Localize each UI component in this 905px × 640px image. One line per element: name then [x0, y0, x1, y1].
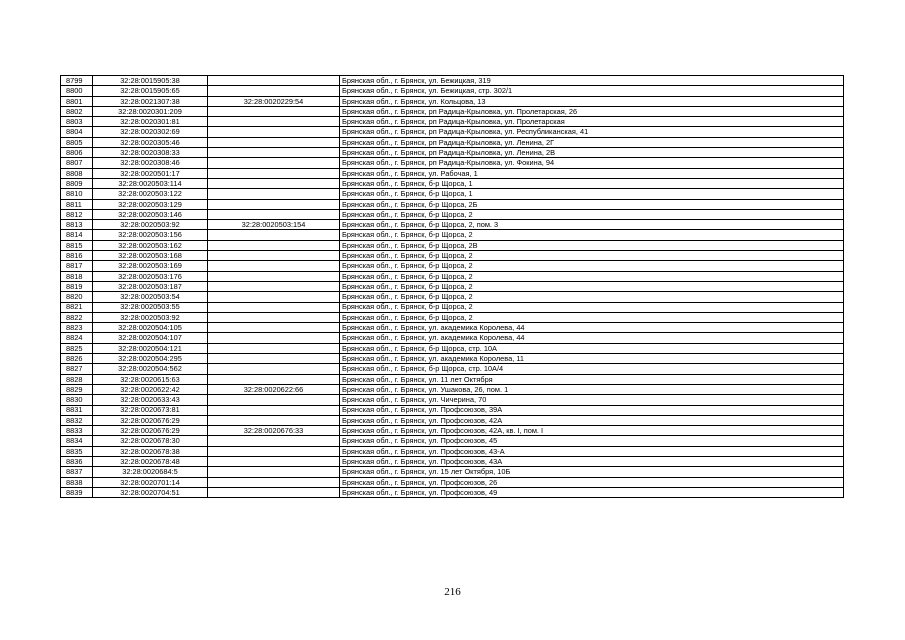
row-number-cell: 8812 [61, 209, 93, 219]
address-cell: Брянская обл., г. Брянск, б-р Щорса, 2 [340, 261, 844, 271]
address-cell: Брянская обл., г. Брянск, рп Радица-Крыловка, ул. Пролетарская [340, 117, 844, 127]
related-cadastral-number-cell [208, 76, 340, 86]
cadastral-number-cell: 32:28:0020701:14 [93, 477, 208, 487]
related-cadastral-number-cell [208, 148, 340, 158]
cadastral-number-cell: 32:28:0015905:65 [93, 86, 208, 96]
row-number-cell: 8817 [61, 261, 93, 271]
address-cell: Брянская обл., г. Брянск, б-р Щорса, 2 [340, 281, 844, 291]
cadastral-number-cell: 32:28:0020503:55 [93, 302, 208, 312]
row-number-cell: 8816 [61, 251, 93, 261]
row-number-cell: 8808 [61, 168, 93, 178]
address-cell: Брянская обл., г. Брянск, б-р Щорса, 2Б [340, 199, 844, 209]
cadastral-number-cell: 32:28:0020633:43 [93, 395, 208, 405]
address-cell: Брянская обл., г. Брянск, ул. Профсоюзов, 43-А [340, 446, 844, 456]
cadastral-number-cell: 32:28:0020503:176 [93, 271, 208, 281]
table-row [61, 199, 844, 209]
related-cadastral-number-cell [208, 364, 340, 374]
table-row [61, 395, 844, 405]
cadastral-number-cell: 32:28:0020504:107 [93, 333, 208, 343]
related-cadastral-number-cell [208, 230, 340, 240]
row-number-cell: 8827 [61, 364, 93, 374]
address-cell: Брянская обл., г. Брянск, ул. академика Королева, 44 [340, 323, 844, 333]
row-number-cell: 8830 [61, 395, 93, 405]
related-cadastral-number-cell [208, 209, 340, 219]
table-row [61, 323, 844, 333]
row-number-cell: 8799 [61, 76, 93, 86]
row-number-cell: 8825 [61, 343, 93, 353]
related-cadastral-number-cell [208, 261, 340, 271]
address-cell: Брянская обл., г. Брянск, ул. академика Королева, 44 [340, 333, 844, 343]
row-number-cell: 8820 [61, 292, 93, 302]
cadastral-number-cell: 32:28:0020684:5 [93, 467, 208, 477]
row-number-cell: 8806 [61, 148, 93, 158]
table-row [61, 76, 844, 86]
related-cadastral-number-cell [208, 323, 340, 333]
related-cadastral-number-cell [208, 405, 340, 415]
row-number-cell: 8800 [61, 86, 93, 96]
row-number-cell: 8809 [61, 178, 93, 188]
row-number-cell: 8802 [61, 106, 93, 116]
related-cadastral-number-cell [208, 281, 340, 291]
related-cadastral-number-cell [208, 251, 340, 261]
row-number-cell: 8834 [61, 436, 93, 446]
address-cell: Брянская обл., г. Брянск, б-р Щорса, 2 [340, 271, 844, 281]
cadastral-number-cell: 32:28:0015905:38 [93, 76, 208, 86]
cadastral-number-cell: 32:28:0021307:38 [93, 96, 208, 106]
related-cadastral-number-cell [208, 240, 340, 250]
related-cadastral-number-cell [208, 343, 340, 353]
row-number-cell: 8824 [61, 333, 93, 343]
row-number-cell: 8804 [61, 127, 93, 137]
cadastral-number-cell: 32:28:0020503:92 [93, 220, 208, 230]
related-cadastral-number-cell [208, 374, 340, 384]
address-cell: Брянская обл., г. Брянск, б-р Щорса, 2, пом. 3 [340, 220, 844, 230]
cadastral-number-cell: 32:28:0020503:54 [93, 292, 208, 302]
related-cadastral-number-cell [208, 467, 340, 477]
related-cadastral-number-cell [208, 446, 340, 456]
page-number: 216 [444, 586, 461, 598]
related-cadastral-number-cell: 32:28:0020676:33 [208, 426, 340, 436]
cadastral-number-cell: 32:28:0020301:209 [93, 106, 208, 116]
related-cadastral-number-cell [208, 333, 340, 343]
row-number-cell: 8823 [61, 323, 93, 333]
cadastral-number-cell: 32:28:0020503:122 [93, 189, 208, 199]
cadastral-number-cell: 32:28:0020503:114 [93, 178, 208, 188]
table-row [61, 312, 844, 322]
address-cell: Брянская обл., г. Брянск, б-р Щорса, 2 [340, 209, 844, 219]
cadastral-number-cell: 32:28:0020308:33 [93, 148, 208, 158]
related-cadastral-number-cell [208, 436, 340, 446]
related-cadastral-number-cell [208, 117, 340, 127]
cadastral-number-cell: 32:28:0020305:46 [93, 137, 208, 147]
table-row [61, 333, 844, 343]
table-row [61, 467, 844, 477]
table-row [61, 374, 844, 384]
address-cell: Брянская обл., г. Брянск, ул. 15 лет Октября, 10Б [340, 467, 844, 477]
address-cell: Брянская обл., г. Брянск, рп Радица-Крыловка, ул. Республиканская, 41 [340, 127, 844, 137]
address-cell: Брянская обл., г. Брянск, ул. Бежицкая, стр. 302/1 [340, 86, 844, 96]
row-number-cell: 8801 [61, 96, 93, 106]
table-row [61, 436, 844, 446]
table-row [61, 456, 844, 466]
related-cadastral-number-cell [208, 158, 340, 168]
address-cell: Брянская обл., г. Брянск, ул. Профсоюзов, 45 [340, 436, 844, 446]
address-cell: Брянская обл., г. Брянск, ул. Бежицкая, 319 [340, 76, 844, 86]
table-row [61, 230, 844, 240]
table-row [61, 261, 844, 271]
related-cadastral-number-cell [208, 189, 340, 199]
table-row [61, 302, 844, 312]
table-row [61, 415, 844, 425]
cadastral-number-cell: 32:28:0020504:295 [93, 354, 208, 364]
related-cadastral-number-cell: 32:28:0020229:54 [208, 96, 340, 106]
table-row [61, 281, 844, 291]
cadastral-number-cell: 32:28:0020678:38 [93, 446, 208, 456]
related-cadastral-number-cell [208, 415, 340, 425]
cadastral-number-cell: 32:28:0020678:48 [93, 456, 208, 466]
address-cell: Брянская обл., г. Брянск, б-р Щорса, стр. 10А [340, 343, 844, 353]
table-row [61, 271, 844, 281]
row-number-cell: 8835 [61, 446, 93, 456]
related-cadastral-number-cell [208, 487, 340, 497]
cadastral-number-cell: 32:28:0020503:129 [93, 199, 208, 209]
table-row [61, 148, 844, 158]
cadastral-number-cell: 32:28:0020503:146 [93, 209, 208, 219]
related-cadastral-number-cell [208, 86, 340, 96]
address-cell: Брянская обл., г. Брянск, ул. Кольцова, 13 [340, 96, 844, 106]
row-number-cell: 8836 [61, 456, 93, 466]
row-number-cell: 8811 [61, 199, 93, 209]
address-cell: Брянская обл., г. Брянск, ул. Профсоюзов, 43А [340, 456, 844, 466]
row-number-cell: 8805 [61, 137, 93, 147]
table-row [61, 487, 844, 497]
address-cell: Брянская обл., г. Брянск, б-р Щорса, 2 [340, 292, 844, 302]
address-cell: Брянская обл., г. Брянск, б-р Щорса, 1 [340, 189, 844, 199]
address-cell: Брянская обл., г. Брянск, рп Радица-Крыловка, ул. Фокина, 94 [340, 158, 844, 168]
cadastral-number-cell: 32:28:0020503:162 [93, 240, 208, 250]
table-row [61, 158, 844, 168]
address-cell: Брянская обл., г. Брянск, ул. Профсоюзов, 42А [340, 415, 844, 425]
related-cadastral-number-cell [208, 302, 340, 312]
cadastral-number-cell: 32:28:0020503:156 [93, 230, 208, 240]
table-row [61, 240, 844, 250]
related-cadastral-number-cell [208, 312, 340, 322]
row-number-cell: 8818 [61, 271, 93, 281]
cadastral-number-cell: 32:28:0020504:562 [93, 364, 208, 374]
row-number-cell: 8837 [61, 467, 93, 477]
row-number-cell: 8831 [61, 405, 93, 415]
table-row [61, 96, 844, 106]
row-number-cell: 8810 [61, 189, 93, 199]
address-cell: Брянская обл., г. Брянск, ул. 11 лет Октября [340, 374, 844, 384]
cadastral-number-cell: 32:28:0020704:51 [93, 487, 208, 497]
address-cell: Брянская обл., г. Брянск, б-р Щорса, 2 [340, 312, 844, 322]
related-cadastral-number-cell [208, 292, 340, 302]
table-row [61, 251, 844, 261]
related-cadastral-number-cell [208, 106, 340, 116]
table-body [61, 76, 844, 498]
table-row [61, 127, 844, 137]
row-number-cell: 8807 [61, 158, 93, 168]
row-number-cell: 8814 [61, 230, 93, 240]
table-row [61, 364, 844, 374]
table-row [61, 178, 844, 188]
table-row [61, 477, 844, 487]
cadastral-number-cell: 32:28:0020676:29 [93, 426, 208, 436]
address-cell: Брянская обл., г. Брянск, б-р Щорса, 2В [340, 240, 844, 250]
address-cell: Брянская обл., г. Брянск, ул. Ушакова, 26, пом. 1 [340, 384, 844, 394]
table-row [61, 117, 844, 127]
table-row [61, 405, 844, 415]
related-cadastral-number-cell [208, 477, 340, 487]
row-number-cell: 8833 [61, 426, 93, 436]
row-number-cell: 8813 [61, 220, 93, 230]
address-cell: Брянская обл., г. Брянск, ул. академика Королева, 11 [340, 354, 844, 364]
row-number-cell: 8828 [61, 374, 93, 384]
address-cell: Брянская обл., г. Брянск, ул. Рабочая, 1 [340, 168, 844, 178]
table-row [61, 426, 844, 436]
related-cadastral-number-cell [208, 168, 340, 178]
related-cadastral-number-cell [208, 354, 340, 364]
address-cell: Брянская обл., г. Брянск, б-р Щорса, 2 [340, 302, 844, 312]
table-row [61, 343, 844, 353]
related-cadastral-number-cell [208, 456, 340, 466]
table-row [61, 137, 844, 147]
address-cell: Брянская обл., г. Брянск, рп Радица-Крыловка, ул. Пролетарская, 26 [340, 106, 844, 116]
related-cadastral-number-cell [208, 127, 340, 137]
table-row [61, 220, 844, 230]
related-cadastral-number-cell [208, 271, 340, 281]
cadastral-number-cell: 32:28:0020503:92 [93, 312, 208, 322]
cadastral-number-cell: 32:28:0020308:46 [93, 158, 208, 168]
address-cell: Брянская обл., г. Брянск, б-р Щорса, 1 [340, 178, 844, 188]
cadastral-number-cell: 32:28:0020504:121 [93, 343, 208, 353]
cadastral-number-cell: 32:28:0020676:29 [93, 415, 208, 425]
address-cell: Брянская обл., г. Брянск, рп Радица-Крыловка, ул. Ленина, 2Г [340, 137, 844, 147]
table-row [61, 209, 844, 219]
cadastral-number-cell: 32:28:0020615:63 [93, 374, 208, 384]
row-number-cell: 8803 [61, 117, 93, 127]
row-number-cell: 8822 [61, 312, 93, 322]
cadastral-number-cell: 32:28:0020503:169 [93, 261, 208, 271]
address-cell: Брянская обл., г. Брянск, б-р Щорса, стр. 10А/4 [340, 364, 844, 374]
row-number-cell: 8826 [61, 354, 93, 364]
row-number-cell: 8821 [61, 302, 93, 312]
address-cell: Брянская обл., г. Брянск, б-р Щорса, 2 [340, 230, 844, 240]
row-number-cell: 8819 [61, 281, 93, 291]
table-row [61, 168, 844, 178]
cadastral-number-cell: 32:28:0020503:187 [93, 281, 208, 291]
address-cell: Брянская обл., г. Брянск, ул. Чичерина, 70 [340, 395, 844, 405]
cadastral-number-cell: 32:28:0020501:17 [93, 168, 208, 178]
related-cadastral-number-cell: 32:28:0020622:66 [208, 384, 340, 394]
related-cadastral-number-cell [208, 137, 340, 147]
cadastral-number-cell: 32:28:0020504:105 [93, 323, 208, 333]
table-row [61, 86, 844, 96]
table-row [61, 106, 844, 116]
related-cadastral-number-cell [208, 178, 340, 188]
row-number-cell: 8832 [61, 415, 93, 425]
table-row [61, 292, 844, 302]
row-number-cell: 8829 [61, 384, 93, 394]
address-cell: Брянская обл., г. Брянск, рп Радица-Крыловка, ул. Ленина, 2В [340, 148, 844, 158]
table-row [61, 384, 844, 394]
row-number-cell: 8838 [61, 477, 93, 487]
property-register-table [60, 75, 844, 498]
cadastral-number-cell: 32:28:0020673:81 [93, 405, 208, 415]
cadastral-number-cell: 32:28:0020678:30 [93, 436, 208, 446]
address-cell: Брянская обл., г. Брянск, ул. Профсоюзов, 26 [340, 477, 844, 487]
table-row [61, 189, 844, 199]
cadastral-number-cell: 32:28:0020302:69 [93, 127, 208, 137]
cadastral-number-cell: 32:28:0020503:168 [93, 251, 208, 261]
row-number-cell: 8815 [61, 240, 93, 250]
related-cadastral-number-cell [208, 199, 340, 209]
address-cell: Брянская обл., г. Брянск, б-р Щорса, 2 [340, 251, 844, 261]
cadastral-number-cell: 32:28:0020301:81 [93, 117, 208, 127]
address-cell: Брянская обл., г. Брянск, ул. Профсоюзов, 42А, кв. I, пом. I [340, 426, 844, 436]
address-cell: Брянская обл., г. Брянск, ул. Профсоюзов, 49 [340, 487, 844, 497]
table-row [61, 446, 844, 456]
row-number-cell: 8839 [61, 487, 93, 497]
address-cell: Брянская обл., г. Брянск, ул. Профсоюзов, 39А [340, 405, 844, 415]
cadastral-number-cell: 32:28:0020622:42 [93, 384, 208, 394]
related-cadastral-number-cell: 32:28:0020503:154 [208, 220, 340, 230]
related-cadastral-number-cell [208, 395, 340, 405]
table-row [61, 354, 844, 364]
